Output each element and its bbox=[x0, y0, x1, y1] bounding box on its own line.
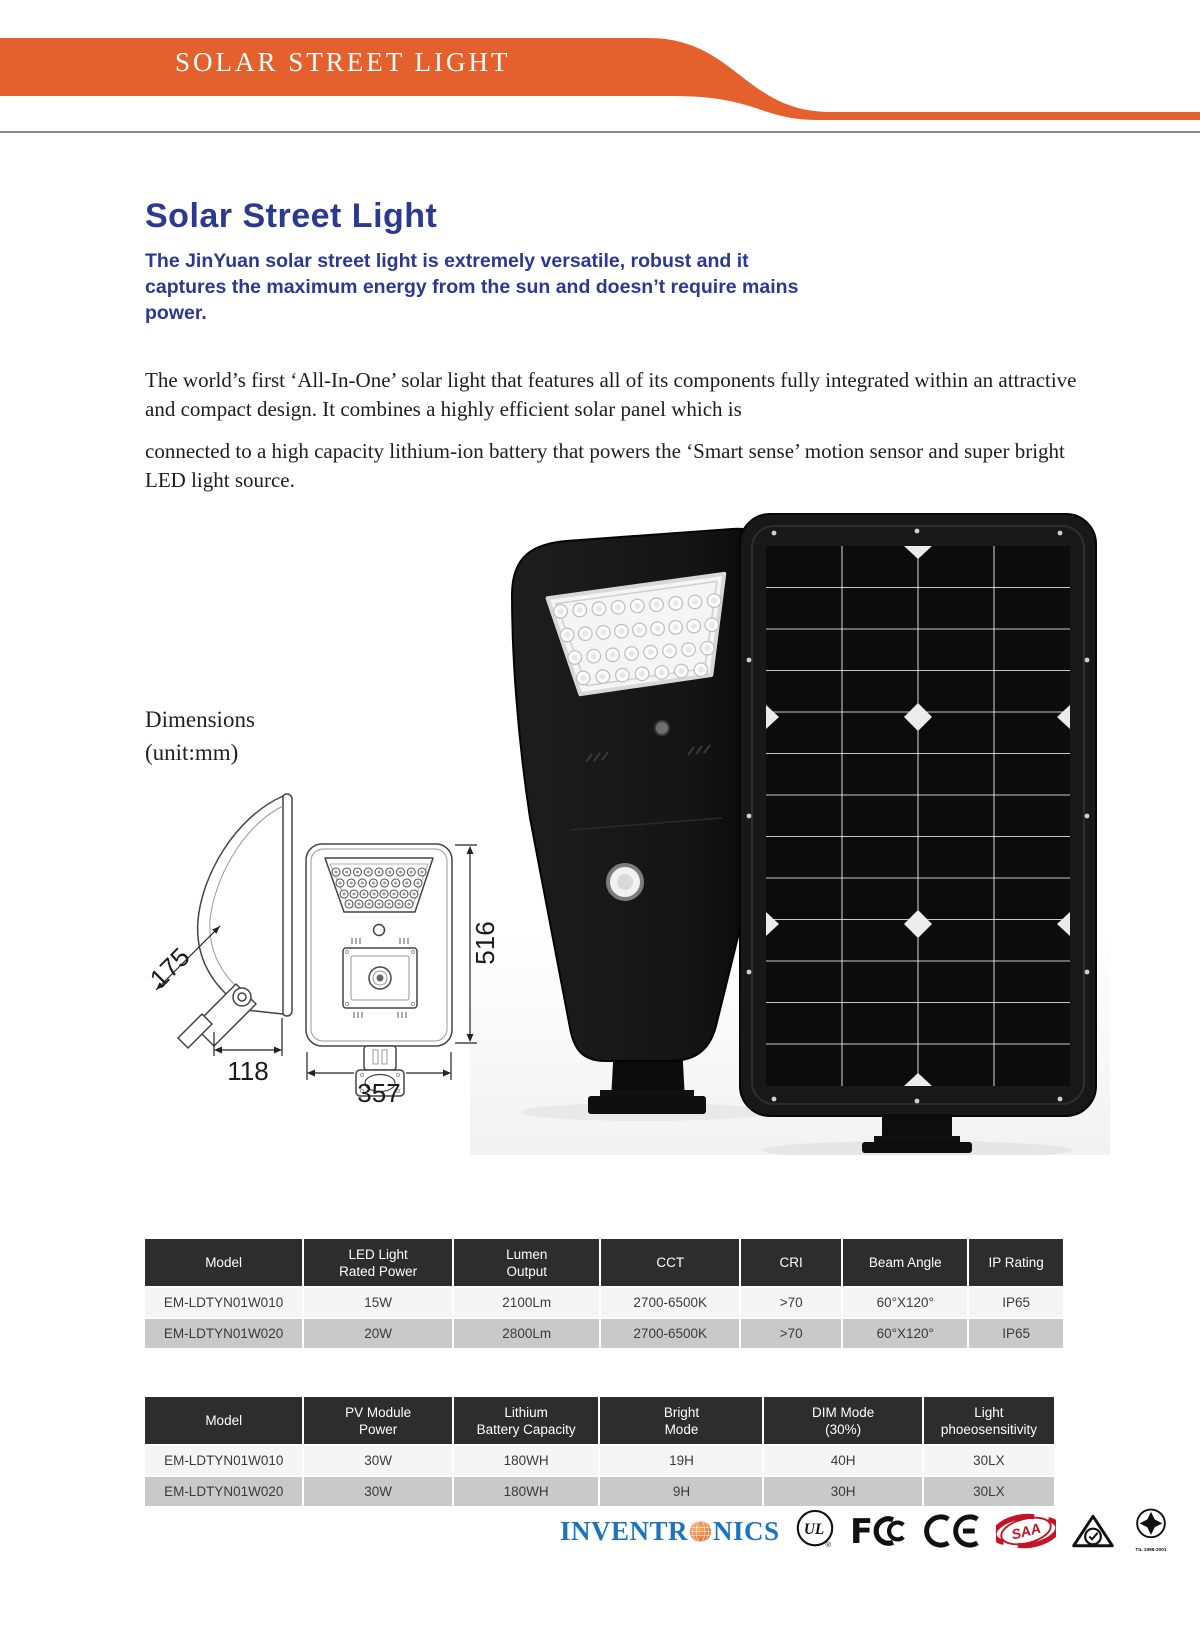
table-cell: EM-LDTYN01W020 bbox=[144, 1318, 303, 1349]
table-header-row bbox=[144, 1238, 1064, 1287]
light-sensor bbox=[655, 721, 669, 735]
banner-title: SOLAR STREET LIGHT bbox=[175, 47, 511, 77]
table-cell: 30W bbox=[303, 1445, 452, 1476]
table-cell: 20W bbox=[303, 1318, 453, 1349]
svg-text:®: ® bbox=[825, 1540, 831, 1550]
table-cell: 30LX bbox=[923, 1476, 1055, 1507]
svg-text:TIL 1998-2001: TIL 1998-2001 bbox=[1134, 1548, 1167, 1554]
column-header: Bright Mode bbox=[599, 1396, 763, 1445]
column-header: Lithium Battery Capacity bbox=[453, 1396, 600, 1445]
svg-text:175: 175 bbox=[143, 941, 196, 994]
table-row bbox=[144, 1287, 1064, 1318]
brand-text-pre: INVENTR bbox=[560, 1515, 689, 1546]
column-header: LED Light Rated Power bbox=[303, 1238, 453, 1287]
solar-panel bbox=[740, 514, 1096, 1153]
table-header-row bbox=[144, 1396, 1055, 1445]
dimensions-unit: (unit:mm) bbox=[145, 740, 239, 765]
column-header: Model bbox=[144, 1238, 303, 1287]
table-cell: 60°X120° bbox=[842, 1318, 968, 1349]
svg-text:357: 357 bbox=[357, 1078, 401, 1108]
table-cell: 30H bbox=[763, 1476, 922, 1507]
table-cell: 30LX bbox=[923, 1445, 1055, 1476]
column-header: IP Rating bbox=[968, 1238, 1064, 1287]
table-cell: 2800Lm bbox=[453, 1318, 600, 1349]
svg-text:516: 516 bbox=[470, 921, 500, 965]
intro-paragraph-1: The world’s first ‘All-In-One’ solar light that features all of its components fully integrated within an attractive and compact design. It combines a highly efficient solar panel which is bbox=[145, 368, 1077, 421]
table-cell: 180WH bbox=[453, 1445, 600, 1476]
tuv-certification-icon bbox=[1130, 1506, 1172, 1556]
dimension-drawing bbox=[130, 780, 510, 1110]
table-row bbox=[144, 1445, 1055, 1476]
intro-paragraph-2: connected to a high capacity lithium-ion battery that powers the ‘Smart sense’ motion sensor and super bright LED light source. bbox=[145, 439, 1065, 492]
table-cell: >70 bbox=[740, 1287, 842, 1318]
table-cell: 2700-6500K bbox=[600, 1318, 740, 1349]
ul-certification-icon bbox=[794, 1508, 836, 1554]
dimension-516 bbox=[455, 845, 500, 1043]
dimensions-label bbox=[145, 703, 255, 769]
rcm-certification-icon bbox=[1070, 1510, 1116, 1552]
brand-logo bbox=[560, 1516, 780, 1547]
table-cell: IP65 bbox=[968, 1318, 1064, 1349]
table-cell: 9H bbox=[599, 1476, 763, 1507]
fcc-certification-icon bbox=[850, 1511, 908, 1551]
column-header: Light phoeosensitivity bbox=[923, 1396, 1055, 1445]
column-header: CRI bbox=[740, 1238, 842, 1287]
table-cell: 40H bbox=[763, 1445, 922, 1476]
led-spec-table bbox=[143, 1237, 1065, 1350]
column-header: DIM Mode (30%) bbox=[763, 1396, 922, 1445]
dimensions-title: Dimensions bbox=[145, 707, 255, 732]
front-view-drawing bbox=[306, 844, 452, 1096]
table-cell: EM-LDTYN01W010 bbox=[144, 1287, 303, 1318]
battery-spec-table bbox=[143, 1395, 1056, 1508]
table-cell: 60°X120° bbox=[842, 1287, 968, 1318]
intro-subtitle: The JinYuan solar street light is extremely versatile, robust and it captures the maximum energy from the sun and doesn’t require mains power. bbox=[145, 250, 799, 324]
table-cell: 30W bbox=[303, 1476, 452, 1507]
side-view-drawing bbox=[178, 794, 292, 1048]
page-title: Solar Street Light bbox=[145, 197, 438, 235]
table-cell: >70 bbox=[740, 1318, 842, 1349]
saa-certification-icon bbox=[996, 1510, 1056, 1552]
table-row bbox=[144, 1318, 1064, 1349]
column-header: Beam Angle bbox=[842, 1238, 968, 1287]
column-header: Model bbox=[144, 1396, 303, 1445]
table-cell: 180WH bbox=[453, 1476, 600, 1507]
ce-certification-icon bbox=[922, 1511, 982, 1551]
svg-text:UL: UL bbox=[803, 1520, 824, 1538]
table-cell: 2700-6500K bbox=[600, 1287, 740, 1318]
footer bbox=[560, 1506, 1172, 1556]
svg-text:SAA: SAA bbox=[1009, 1519, 1042, 1543]
table-cell: IP65 bbox=[968, 1287, 1064, 1318]
table-cell: 2100Lm bbox=[453, 1287, 600, 1318]
svg-text:118: 118 bbox=[227, 1056, 269, 1086]
column-header: PV Module Power bbox=[303, 1396, 452, 1445]
brand-text-post: NICS bbox=[713, 1515, 780, 1546]
column-header: CCT bbox=[600, 1238, 740, 1287]
globe-icon bbox=[689, 1520, 712, 1543]
table-cell: EM-LDTYN01W020 bbox=[144, 1476, 303, 1507]
header-divider bbox=[0, 131, 1200, 133]
column-header: Lumen Output bbox=[453, 1238, 600, 1287]
table-row bbox=[144, 1476, 1055, 1507]
product-photo bbox=[470, 500, 1110, 1155]
table-cell: 15W bbox=[303, 1287, 453, 1318]
table-cell: EM-LDTYN01W010 bbox=[144, 1445, 303, 1476]
svg-text:F: F bbox=[849, 1512, 873, 1551]
table-cell: 19H bbox=[599, 1445, 763, 1476]
